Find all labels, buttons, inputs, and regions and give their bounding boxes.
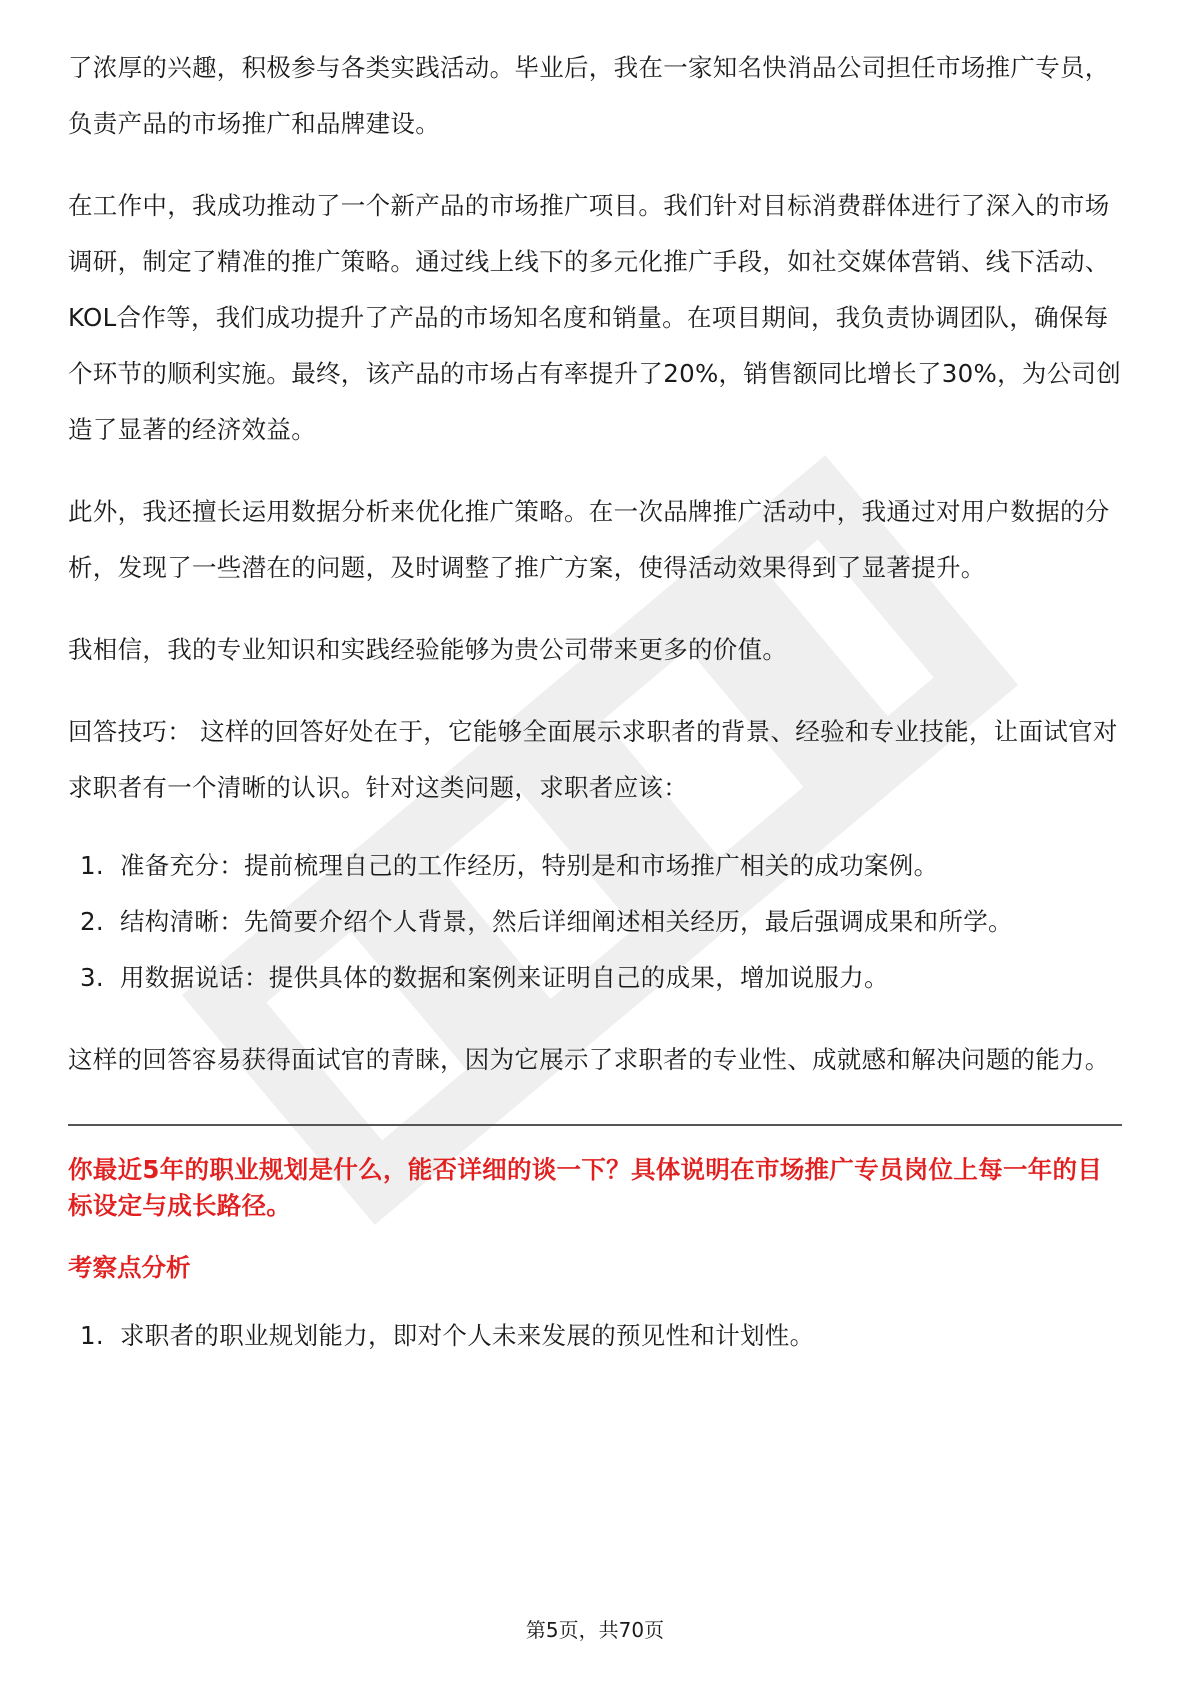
list-item (68, 1308, 1122, 1364)
page-footer: 第5页，共70页 (525, 1618, 665, 1642)
list-text: 求职者的职业规划能力，即对个人未来发展的预见性和计划性。 (120, 1321, 815, 1350)
tips-list (68, 838, 1122, 1006)
list-item (68, 950, 1122, 1006)
paragraph-closing: 这样的回答容易获得面试官的青睐，因为它展示了求职者的专业性、成就感和解决问题的能力。 (68, 1045, 1110, 1074)
paragraph-intro: 了浓厚的兴趣，积极参与各类实践活动。毕业后，我在一家知名快消品公司担任市场推广专员，负责产品的市场推广和品牌建设。 (68, 53, 1110, 138)
analysis-list (68, 1308, 1122, 1364)
analysis-heading: 考察点分析 (68, 1253, 191, 1282)
document-body (68, 40, 1122, 1364)
list-number: 1. (80, 851, 104, 880)
section-divider (68, 1124, 1122, 1126)
list-item (68, 838, 1122, 894)
list-text: 结构清晰：先简要介绍个人背景，然后详细阐述相关经历，最后强调成果和所学。 (120, 907, 1013, 936)
list-number: 3. (80, 963, 104, 992)
paragraph-answer-tips: 回答技巧： 这样的回答好处在于，它能够全面展示求职者的背景、经验和专业技能，让面试官对求职者有一个清晰的认识。针对这类问题，求职者应该： (68, 717, 1118, 802)
list-number: 1. (80, 1321, 104, 1350)
paragraph-project: 在工作中，我成功推动了一个新产品的市场推广项目。我们针对目标消费群体进行了深入的市场调研，制定了精准的推广策略。通过线上线下的多元化推广手段，如社交媒体营销、线下活动、KOL合作等，我们成功提升了产品的市场知名度和销量。在项目期间，我负责协调团队，确保每个环节的顺利实施。最终，该产品的市场占有率提升了20%，销售额同比增长了30%，为公司创造了显著的经济效益。 (68, 191, 1122, 444)
paragraph-value: 我相信，我的专业知识和实践经验能够为贵公司带来更多的价值。 (68, 635, 788, 664)
list-item (68, 894, 1122, 950)
list-text: 用数据说话：提供具体的数据和案例来证明自己的成果，增加说服力。 (120, 963, 889, 992)
question-heading: 你最近5年的职业规划是什么，能否详细的谈一下？具体说明在市场推广专员岗位上每一年的目标设定与成长路径。 (68, 1155, 1103, 1220)
list-number: 2. (80, 907, 104, 936)
paragraph-data-analysis: 此外，我还擅长运用数据分析来优化推广策略。在一次品牌推广活动中，我通过对用户数据的分析，发现了一些潜在的问题，及时调整了推广方案，使得活动效果得到了显著提升。 (68, 497, 1110, 582)
list-text: 准备充分：提前梳理自己的工作经历，特别是和市场推广相关的成功案例。 (120, 851, 939, 880)
